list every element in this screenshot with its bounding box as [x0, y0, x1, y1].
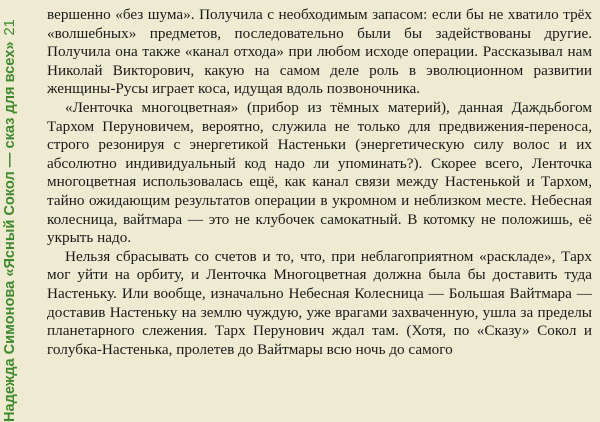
paragraph: вершенно «без шума». Получила с необходимым запасом: если бы не хватило трёх «волшебных» предметов, последовательно были бы задействованы другие. Получила она также «канал отхода» при любом исходе операции. Рассказывал нам Николай Викторович, какую на самом деле роль в эволюционном развитии женщины-Русы играет коса, идущая вдоль позвоночника.	[47, 6, 592, 98]
paragraph: «Ленточка многоцветная» (прибор из тёмных материй), данная Даждьбогом Тархом Перуновичем, вероятно, служила не только для предвижения-переноса, строго резонируя с энергетикой Настеньки (энергетическую силу волос и их абсолютно индивидуальный код надо ли упоминать?). Скорее всего, Ленточка многоцветная использовалась ещё, как канал связи между Настенькой и Тархом, тайно ожидающим результатов операции в укромном и неблизком месте. Небесная колесница, вайтмара — это не клубочек самокатный. В котомку не положишь, её укрыть надо.	[47, 98, 592, 247]
book-title: Надежда Симонова «Ясный Сокол — сказ для всех»	[2, 41, 18, 422]
page-number: 21	[2, 19, 18, 36]
running-header-text	[0, 0, 20, 422]
body-text	[47, 6, 592, 359]
running-header	[0, 0, 40, 422]
paragraph: Нельзя сбрасывать со счетов и то, что, при неблагоприятном «раскладе», Тарх мог уйти на орбиту, и Ленточка Многоцветная должна была бы доставить туда Настеньку. Или вообще, изначально Небесная Колесница — Большая Вайтмара — доставив Настеньку на землю чуждую, уже врагами захваченную, ушла за пределы планетарного слежения. Тарх Перунович ждал там. (Хотя, по «Сказу» Сокол и голубка-Настенька, пролетев до Вайтмары всю ночь до самого	[47, 247, 592, 358]
